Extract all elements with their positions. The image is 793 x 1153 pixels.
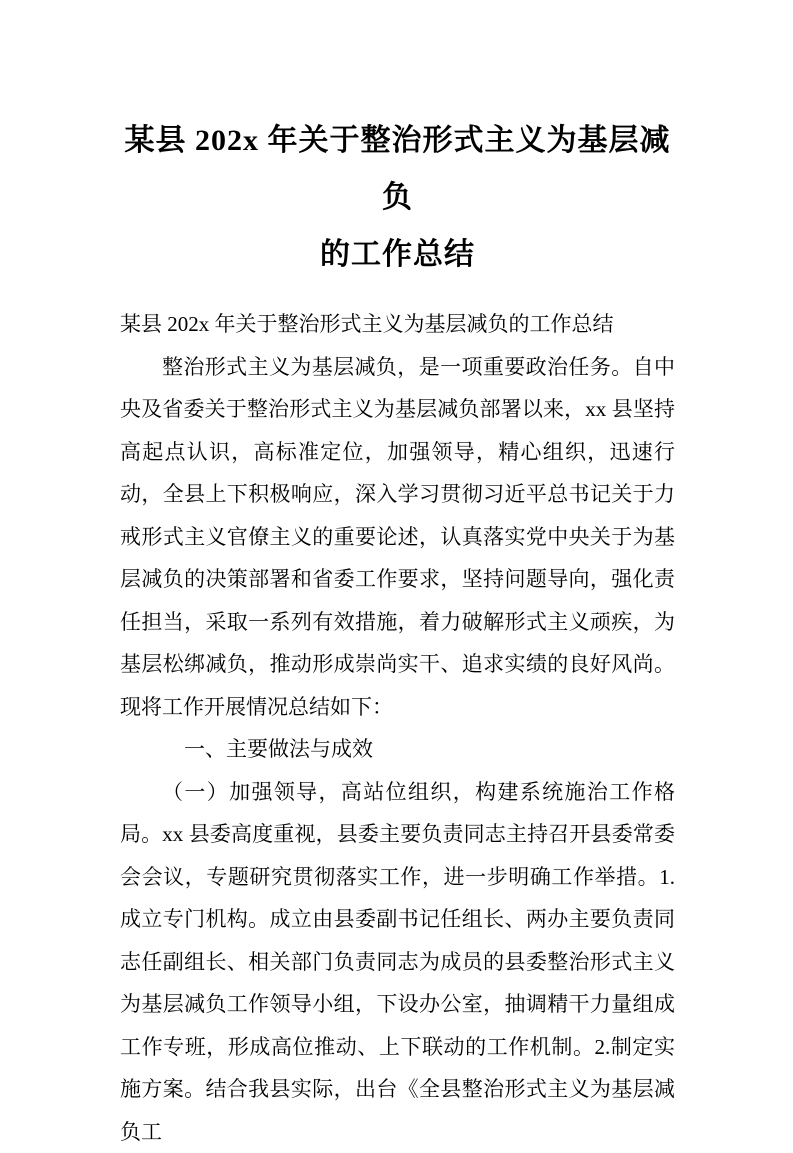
document-body	[120, 303, 675, 1153]
document-title-line-2: 的工作总结	[120, 226, 675, 283]
document-title-line-1: 某县 202x 年关于整治形式主义为基层减负	[120, 112, 675, 226]
section-heading: 一、主要做法与成效	[120, 728, 675, 771]
body-paragraph: 某县 202x 年关于整治形式主义为基层减负的工作总结	[120, 303, 675, 346]
body-paragraph: 整治形式主义为基层减负，是一项重要政治任务。自中央及省委关于整治形式主义为基层减负部署以来，xx 县坚持高起点认识，高标准定位，加强领导，精心组织，迅速行动，全县上下积极响应，深入学习贯彻习近平总书记关于力戒形式主义官僚主义的重要论述，认真落实党中央关于为基层减负的决策部署和省委工作要求，坚持问题导向，强化责任担当，采取一系列有效措施，着力破解形式主义顽疾，为基层松绑减负，推动形成崇尚实干、追求实绩的良好风尚。现将工作开展情况总结如下：	[120, 346, 675, 729]
body-paragraph: （一）加强领导，高站位组织，构建系统施治工作格局。xx 县委高度重视，县委主要负责同志主持召开县委常委会会议，专题研究贯彻落实工作，进一步明确工作举措。1.成立专门机构。成立由县委副书记任组长、两办主要负责同志任副组长、相关部门负责同志为成员的县委整治形式主义为基层减负工作领导小组，下设办公室，抽调精干力量组成工作专班，形成高位推动、上下联动的工作机制。2.制定实施方案。结合我县实际，出台《全县整治形式主义为基层减负工	[120, 771, 675, 1153]
document-title	[120, 112, 675, 283]
